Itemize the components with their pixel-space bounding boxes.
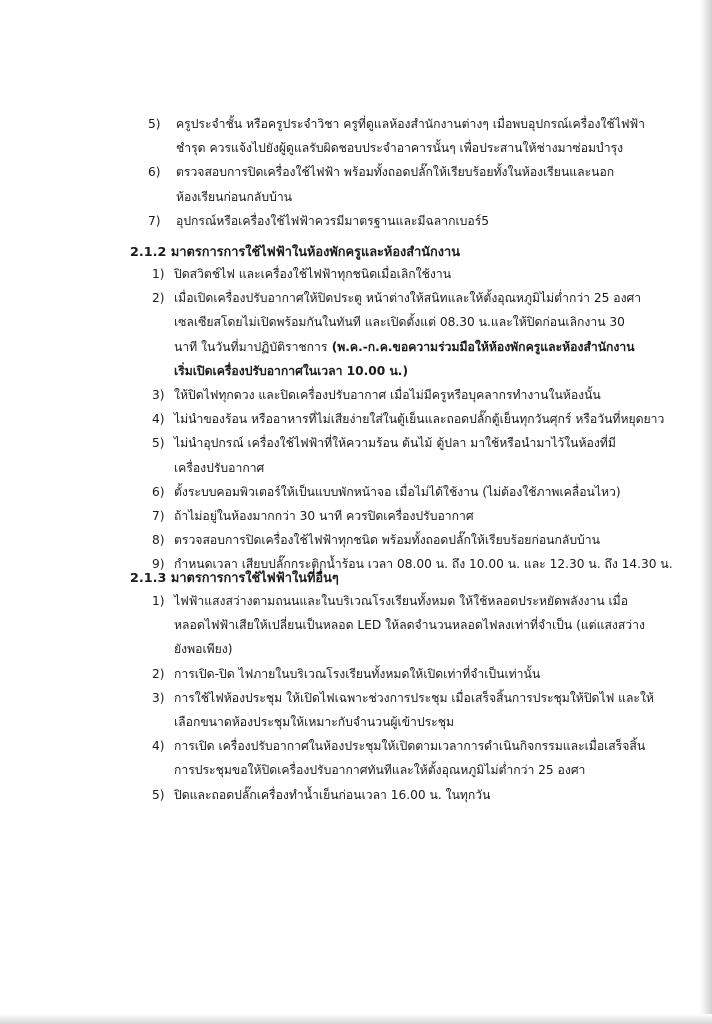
item-text: ชำรุด ควรแจ้งไปยังผู้ดูแลรับผิดชอบประจำอาคารนั้นๆ เพื่อประสานให้ช่างมาซ่อมบำรุง xyxy=(176,141,624,156)
item-text: เมื่อเปิดเครื่องปรับอากาศให้ปิดประตู หน้าต่างให้สนิทและให้ตั้งอุณหภูมิไม่ต่ำกว่า 25 องศา xyxy=(174,291,642,306)
list-item xyxy=(152,589,672,662)
list-item xyxy=(152,480,672,504)
list-item xyxy=(152,431,672,479)
section-heading-2-1-2: 2.1.2 มาตรการการใช้ไฟฟ้าในห้องพักครูและห้องสำนักงาน xyxy=(130,245,460,260)
item-number: 2) xyxy=(152,291,165,306)
item-number: 7) xyxy=(148,213,161,228)
item-text: ไม่นำของร้อน หรืออาหารที่ไม่เสียง่ายใส่ในตู้เย็นและถอดปลั๊กตู้เย็นทุกวันศุกร์ หรือวันที่หยุดยาว xyxy=(174,412,665,427)
item-text: ไฟฟ้าแสงสว่างตามถนนและในบริเวณโรงเรียนทั้งหมด ให้ใช้หลอดประหยัดพลังงาน เมื่อ xyxy=(174,594,629,608)
item-number: 5) xyxy=(152,436,165,451)
item-number: 4) xyxy=(152,412,165,427)
item-number: 3) xyxy=(152,388,165,403)
item-text: การเปิด เครื่องปรับอากาศในห้องประชุมให้เปิดตามเวลาการดำเนินกิจกรรมและเมื่อเสร็จสิ้น xyxy=(174,739,646,754)
page-edge-shadow xyxy=(700,0,712,1024)
item-text: การใช้ไฟห้องประชุม ให้เปิดไฟเฉพาะช่วงการประชุม เมื่อเสร็จสิ้นการประชุมให้ปิดไฟ และให้ xyxy=(174,690,654,705)
item-text: อุปกรณ์หรือเครื่องใช้ไฟฟ้าควรมีมาตรฐานและมีฉลากเบอร์5 xyxy=(176,213,490,228)
list-item xyxy=(152,783,672,807)
item-text: ตั้งระบบคอมพิวเตอร์ให้เป็นแบบพักหน้าจอ เมื่อไม่ได้ใช้งาน (ไม่ต้องใช้ภาพเคลื่อนไหว) xyxy=(174,484,621,499)
item-text: ห้องเรียนก่อนกลับบ้าน xyxy=(176,189,293,204)
list-item xyxy=(152,504,672,528)
item-number: 1) xyxy=(152,267,165,281)
item-text: ปิดสวิตช์ไฟ และเครื่องใช้ไฟฟ้าทุกชนิดเมื่อเลิกใช้งาน xyxy=(174,267,452,281)
list-item xyxy=(152,734,672,782)
list-item xyxy=(148,209,668,233)
item-text: ครูประจำชั้น หรือครูประจำวิชา ครูที่ดูแลห้องสำนักงานต่างๆ เมื่อพบอุปกรณ์เครื่องใช้ไฟฟ้า xyxy=(176,117,645,131)
item-text: กำหนดเวลา เสียบปลั๊กกระติกน้ำร้อน เวลา 08.00 น. ถึง 10.00 น. และ 12.30 น. ถึง 14.30 น. xyxy=(174,557,673,572)
list-2-1-2 xyxy=(152,262,672,577)
list-item xyxy=(148,112,668,160)
item-number: 5) xyxy=(152,787,165,802)
list-item xyxy=(152,286,672,383)
list-item xyxy=(152,262,672,286)
list-item xyxy=(152,383,672,407)
list-item xyxy=(152,686,672,734)
item-text: นาที ในวันที่มาปฏิบัติราชการ xyxy=(174,339,328,354)
list-item xyxy=(152,528,672,552)
item-text: เซลเซียสโดยไม่เปิดพร้อมกันในทันที และเปิดตั้งแต่ 08.30 น.และให้ปิดก่อนเลิกงาน 30 xyxy=(174,315,625,330)
item-text: การเปิด-ปิด ไฟภายในบริเวณโรงเรียนทั้งหมดให้เปิดเท่าที่จำเป็นเท่านั้น xyxy=(174,666,541,681)
item-number: 5) xyxy=(148,117,161,131)
item-number: 2) xyxy=(152,666,165,681)
item-number: 9) xyxy=(152,557,165,572)
item-text: ไม่นำอุปกรณ์ เครื่องใช้ไฟฟ้าที่ให้ความร้อน ต้นไม้ ตู้ปลา มาใช้หรือนำมาไว้ในห้องที่มี xyxy=(174,436,616,451)
item-number: 7) xyxy=(152,509,165,524)
item-number: 4) xyxy=(152,739,165,754)
item-text-bold: เริ่มเปิดเครื่องปรับอากาศในเวลา 10.00 น.) xyxy=(174,363,409,378)
item-text: การประชุมขอให้ปิดเครื่องปรับอากาศทันทีและให้ตั้งอุณหภูมิไม่ต่ำกว่า 25 องศา xyxy=(174,763,586,778)
item-text: ตรวจสอบการปิดเครื่องใช้ไฟฟ้าทุกชนิด พร้อมทั้งถอดปลั๊กให้เรียบร้อยก่อนกลับบ้าน xyxy=(174,533,600,548)
list-item xyxy=(152,662,672,686)
page-bottom-shadow xyxy=(0,1014,712,1024)
item-text: ยังพอเพียง) xyxy=(174,642,233,657)
section-heading-2-1-3: 2.1.3 มาตรการการใช้ไฟฟ้าในที่อื่นๆ xyxy=(130,571,339,586)
item-text: เลือกขนาดห้องประชุมให้เหมาะกับจำนวนผู้เข้าประชุม xyxy=(174,715,455,730)
list-item xyxy=(148,160,668,208)
item-number: 6) xyxy=(148,165,161,180)
item-text: เครื่องปรับอากาศ xyxy=(174,460,265,475)
item-number: 6) xyxy=(152,484,165,499)
item-text: ตรวจสอบการปิดเครื่องใช้ไฟฟ้า พร้อมทั้งถอดปลั๊กให้เรียบร้อยทั้งในห้องเรียนและนอก xyxy=(176,165,615,180)
list-2-1-3 xyxy=(152,589,672,807)
item-number: 3) xyxy=(152,690,165,705)
item-text: หลอดไฟฟ้าเสียให้เปลี่ยนเป็นหลอด LED ให้ลดจำนวนหลอดไฟลงเท่าที่จำเป็น (แต่แสงสว่าง xyxy=(174,618,645,633)
item-text: ปิดและถอดปลั๊กเครื่องทำน้ำเย็นก่อนเวลา 16.00 น. ในทุกวัน xyxy=(174,787,491,802)
item-text: ให้ปิดไฟทุกดวง และปิดเครื่องปรับอากาศ เมื่อไม่มีครูหรือบุคลากรทำงานในห้องนั้น xyxy=(174,388,601,403)
item-text-bold: (พ.ค.-ก.ค.ขอความร่วมมือให้ห้องพักครูและห้องสำนักงาน xyxy=(327,339,635,354)
item-number: 1) xyxy=(152,594,165,608)
list-continuation xyxy=(148,112,668,233)
list-item xyxy=(152,407,672,431)
item-text: ถ้าไม่อยู่ในห้องมากกว่า 30 นาที ควรปิดเครื่องปรับอากาศ xyxy=(174,509,474,524)
item-number: 8) xyxy=(152,533,165,548)
